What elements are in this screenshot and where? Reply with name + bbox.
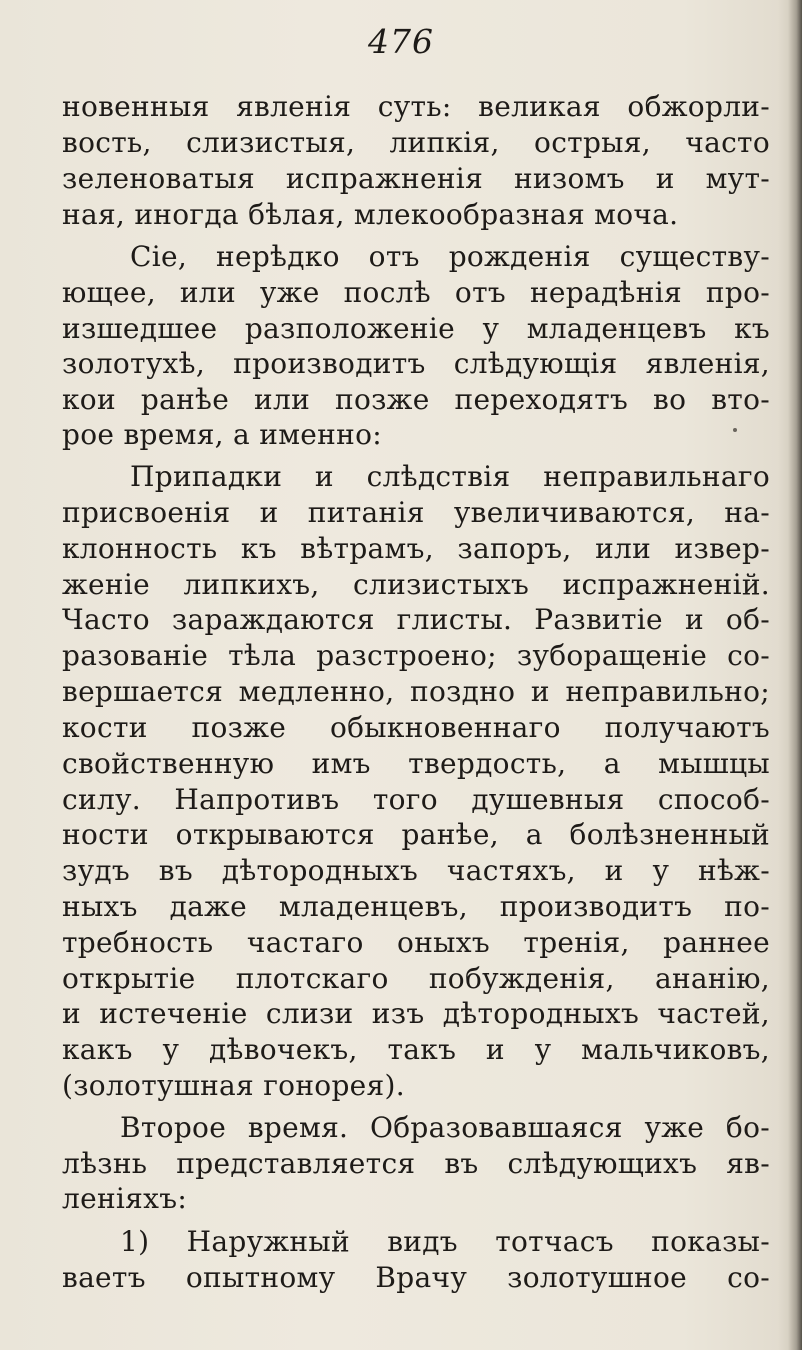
paragraph-first-line: 1) Наружный видъ тотчасъ показы- (120, 1225, 770, 1258)
text-line: присвоенія и питанія увеличиваются, на- (62, 496, 770, 529)
text-line: и истеченіе слизи изъ дѣтородныхъ частей, (62, 997, 770, 1030)
text-line: требность частаго оныхъ тренія, раннее (62, 926, 770, 959)
text-line: золотухѣ, производитъ слѣдующія явленія, (62, 347, 770, 380)
text-line: ваетъ опытному Врачу золотушное со- (62, 1261, 770, 1294)
page-number: 476 (368, 22, 434, 61)
text-line: лѣзнь представляется въ слѣдующихъ яв- (62, 1147, 770, 1180)
page-edge-shadow (788, 0, 802, 1350)
ink-speck (733, 428, 737, 432)
text-line: рое время, а именно: (62, 418, 382, 451)
text-line: разованіе тѣла разстроено; зубоpащеніе со- (62, 639, 770, 672)
text-line: кости позже обыкновеннаго получаютъ (62, 711, 770, 744)
paragraph-first-line: Сіе, нерѣдко отъ рожденія существу- (130, 240, 770, 273)
text-line: (золотушная гонорея). (62, 1069, 405, 1102)
text-line: зудъ въ дѣтородныхъ частяхъ, и у нѣж- (62, 854, 770, 887)
text-line: женіе липкихъ, слизистыхъ испражненій. (62, 568, 770, 601)
text-line: открытіе плотскаго побужденія, ананію, (62, 962, 770, 995)
text-line: вершается медленно, поздно и неправильно; (62, 675, 770, 708)
text-line: вость, слизистыя, липкія, острыя, часто (62, 126, 770, 159)
text-line: ющее, или уже послѣ отъ нерадѣнія про- (62, 276, 770, 309)
text-line: изшедшее разположеніе у младенцевъ къ (62, 312, 770, 345)
text-line: зеленоватыя испражненія низомъ и мут- (62, 162, 770, 195)
text-line: силу. Напротивъ того душевныя способ- (62, 783, 770, 816)
text-line: какъ у дѣвочекъ, такъ и у мальчиковъ, (62, 1033, 770, 1066)
text-line: ныхъ даже младенцевъ, производитъ по- (62, 890, 770, 923)
paragraph-first-line: Второе время. Образовавшаяся уже бо- (120, 1111, 770, 1144)
text-line: свойственную имъ твердость, а мышцы (62, 747, 770, 780)
text-line: ности открываются ранѣе, а болѣзненный (62, 818, 770, 851)
text-line: новенныя явленія суть: великая обжорли- (62, 90, 770, 123)
paragraph-first-line: Припадки и слѣдствія неправильнаго (130, 460, 770, 493)
text-line: ная, иногда бѣлая, млекообразная моча. (62, 198, 679, 231)
text-line: Часто зараждаются глисты. Развитіе и об- (62, 603, 770, 636)
text-line: кои ранѣе или позже переходятъ во вто- (62, 383, 770, 416)
text-line: клонность къ вѣтрамъ, запоръ, или извер- (62, 532, 770, 565)
text-line: леніяхъ: (62, 1182, 188, 1215)
